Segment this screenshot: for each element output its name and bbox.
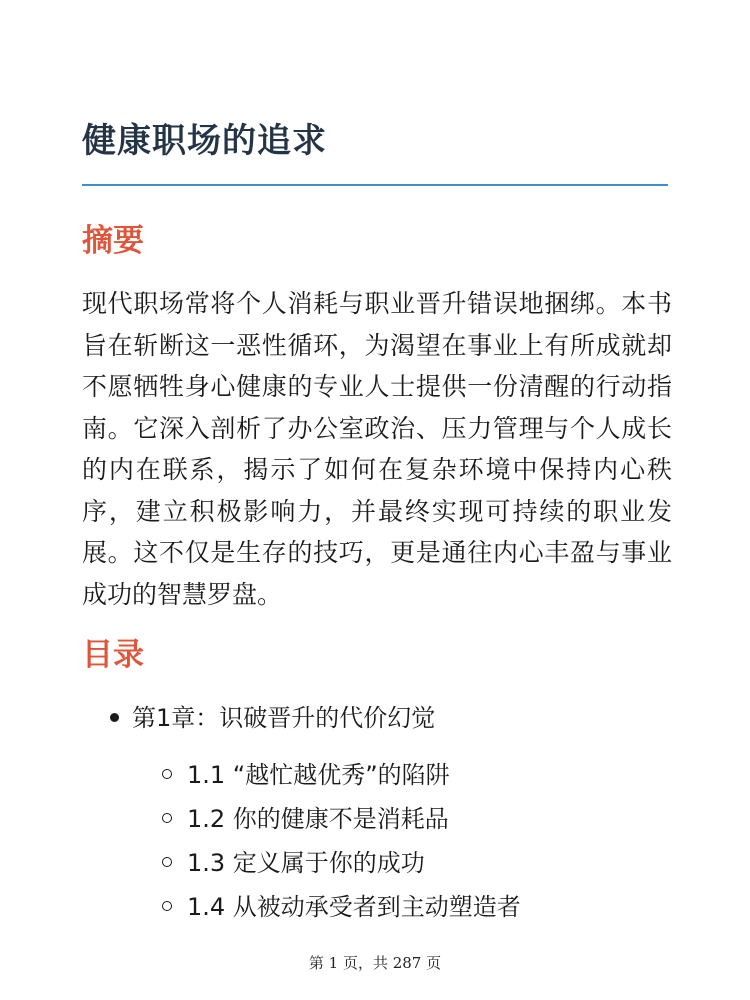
hollow-bullet-icon: [162, 901, 172, 911]
toc-section-item[interactable]: [162, 845, 425, 881]
toc-section-label: 1.3 定义属于你的成功: [187, 849, 425, 877]
toc-section-label: 1.2 你的健康不是消耗品: [187, 805, 449, 833]
hollow-bullet-icon: [162, 769, 172, 779]
toc-section-label: 1.4 从被动承受者到主动塑造者: [187, 893, 521, 921]
filled-bullet-icon: [110, 713, 119, 722]
toc-section-label: 1.1 “越忙越优秀”的陷阱: [187, 761, 450, 789]
toc-section-item[interactable]: [162, 801, 449, 837]
abstract-paragraph: 现代职场常将个人消耗与职业晋升错误地捆绑。本书旨在斩断这一恶性循环，为渴望在事业上有所成就却不愿牺牲身心健康的专业人士提供一份清醒的行动指南。它深入剖析了办公室政治、压力管理与个人成长的内在联系，揭示了如何在复杂环境中保持内心秩序，建立积极影响力，并最终实现可持续的职业发展。这不仅是生存的技巧，更是通往内心丰盈与事业成功的智慧罗盘。: [82, 289, 672, 609]
title-divider: [82, 184, 668, 186]
abstract-heading: 摘要: [82, 223, 144, 259]
document-title: 健康职场的追求: [82, 121, 327, 161]
hollow-bullet-icon: [162, 813, 172, 823]
page-number-footer: 第 1 页，共 287 页: [308, 954, 442, 972]
toc-heading: 目录: [82, 637, 144, 673]
toc-section-item[interactable]: [162, 889, 521, 925]
toc-chapter-item[interactable]: [110, 700, 435, 736]
toc-section-item[interactable]: [162, 757, 450, 793]
toc-chapter-label: 第1章：识破晋升的代价幻觉: [132, 704, 436, 732]
hollow-bullet-icon: [162, 857, 172, 867]
